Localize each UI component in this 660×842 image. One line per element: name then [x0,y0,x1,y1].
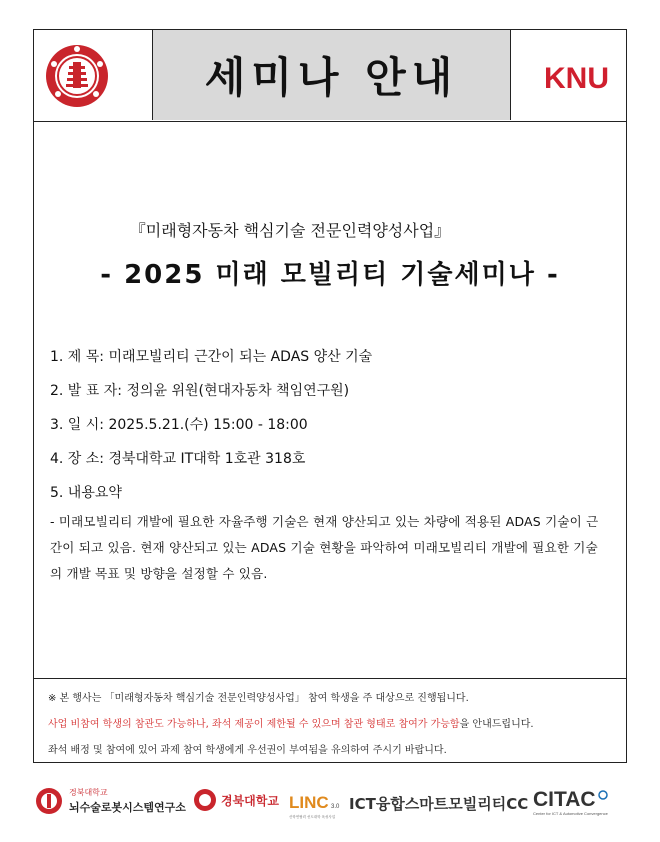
page-title: 세미나 안내 [204,53,459,102]
lab-logo [33,778,186,824]
svg-text:경북대학교: 경북대학교 [69,788,108,797]
svg-text:경북대학교: 경북대학교 [221,794,279,808]
note-observer-tail: 을 안내드립니다. [459,719,534,730]
notice-frame [33,29,627,763]
detail-presenter: 2. 발 표 자: 정의윤 위원(현대자동차 책임연구원) [50,383,350,399]
detail-datetime: 3. 일 시: 2025.5.21.(수) 15:00 - 18:00 [50,417,308,433]
detail-topic: 1. 제 목: 미래모빌리티 근간이 되는 ADAS 양산 기술 [50,349,373,365]
title-box [152,30,511,120]
svg-text:LINC: LINC [289,793,329,812]
note-observer [48,715,534,730]
seminar-title: - 2025 미래 모빌리티 기술세미나 - [100,260,560,290]
svg-text:ICT융합스마트모빌리티CC: ICT융합스마트모빌리티CC [349,795,529,813]
header [34,30,626,122]
svg-text:산학연협력 선도대학 육성사업: 산학연협력 선도대학 육성사업 [289,815,336,819]
univ-linc-logo [191,778,341,824]
citac-logo [531,778,625,824]
summary-text: - 미래모빌리티 개발에 필요한 자율주행 기술은 현재 양산되고 있는 차량에 적용된 ADAS 기술이 근간이 되고 있음. 현재 양산되고 있는 ADAS 기술 현황을 파악하여 미래모빌리티 개발에 필요한 기술의 개발 목표 및 방향을 설정할 수 있음. [50,514,599,581]
partner-logos [33,778,627,824]
note-priority: 좌석 배정 및 참여에 있어 과제 참여 학생에게 우선권이 부여됨을 유의하여 주시기 바랍니다. [48,745,447,756]
knu-logo [544,62,618,95]
svg-text:CITAC: CITAC [533,788,596,811]
note-observer-highlight: 사업 비참여 학생의 참관도 가능하나, 좌석 제공이 제한될 수 있으며 참관 형태로 참여가 가능함 [48,719,460,730]
svg-text:뇌수술로봇시스템연구소: 뇌수술로봇시스템연구소 [69,801,186,814]
svg-text:Center for ICT & Automotive Co: Center for ICT & Automotive Convergence [533,811,608,816]
detail-summary-heading: 5. 내용요약 [50,485,122,501]
ict-mobility-logo [347,778,529,824]
footer-notes [34,678,626,762]
svg-text:3.0: 3.0 [331,804,340,810]
note-target: ※ 본 행사는 「미래형자동차 핵심기술 전문인력양성사업」 참여 학생을 주 대상으로 진행됩니다. [48,693,469,704]
university-seal-icon [44,43,110,109]
detail-location: 4. 장 소: 경북대학교 IT대학 1호관 318호 [50,451,306,467]
program-name-row [34,218,626,241]
program-name: 『미래형자동차 핵심기술 전문인력양성사업』 [129,221,451,240]
svg-text:KNU: KNU [544,62,609,95]
